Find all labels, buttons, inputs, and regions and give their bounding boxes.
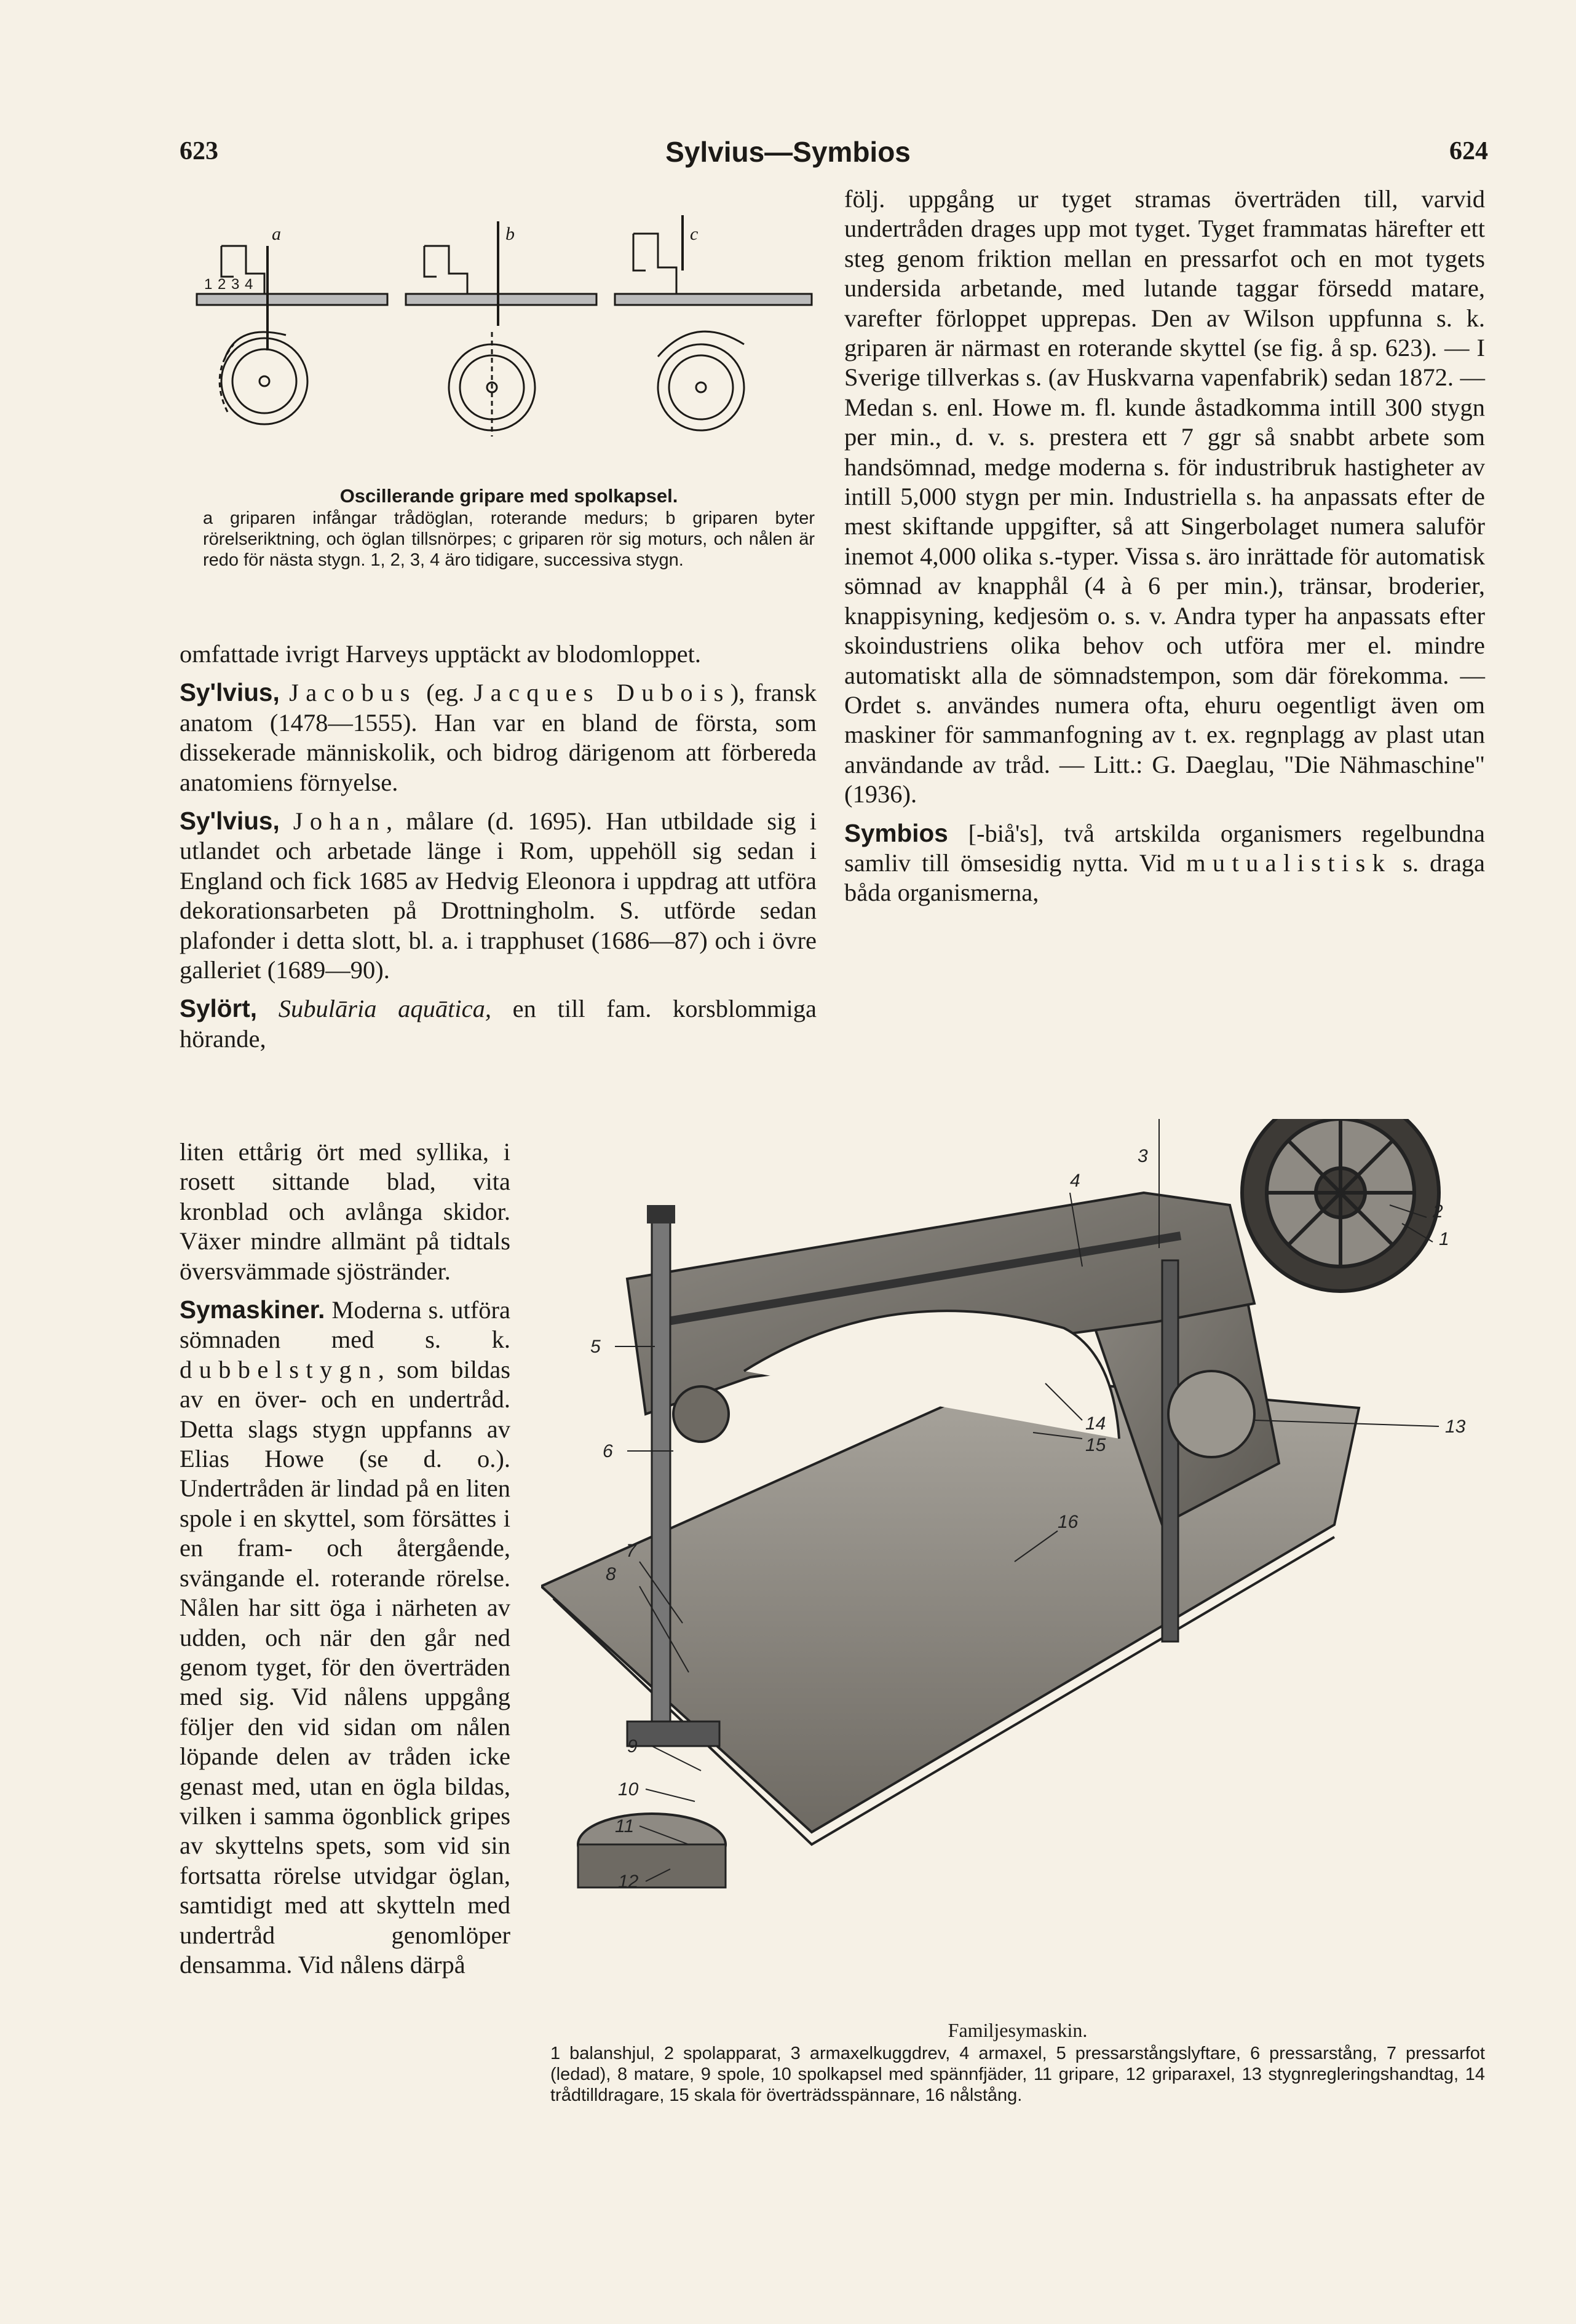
entry1-text: ), fransk anatom (1478—1555). Han var en bland de första, som dissekerade människolik, och bidrog därigenom att förbereda anatomiens förnyelse. xyxy=(180,679,817,796)
callout-10: 10 xyxy=(618,1779,639,1800)
fig1-stitch-4: 4 xyxy=(245,276,253,293)
headword: Sylört, xyxy=(180,994,258,1023)
left-column-narrow xyxy=(180,1137,510,1980)
oscillating-hook-diagram xyxy=(191,209,818,480)
entry4-text-a: Moderna s. utföra sömnaden med s. k. xyxy=(180,1296,511,1354)
callout-11: 11 xyxy=(615,1816,635,1836)
page-number-right: 624 xyxy=(1449,137,1488,165)
hook-panel-a xyxy=(197,246,387,424)
fig1-stitch-2: 2 xyxy=(218,276,226,293)
entry-sylort-lead xyxy=(180,994,817,1054)
entry4-text-b: , som bildas av en över- och en undertråd. Detta slags stygn uppfanns av Elias Howe (se d. o.). Undertråden är lindad på en liten spole i en skyttel, som försättes i en fram- och återgående, svängande el. roterande rörelse. Nålen har sitt öga i närheten av udden, och när den går ned genom tyget, för den överträden med sig. Vid nålens uppgång följer den vid sidan om nålen löpande delen av tråden icke genast med, utan en ögla bildas, vilken i samma ögonblick gripes av skyttelns spets, som vid sin fortsatta rörelse utvidgar öglan, samtidigt med att skytteln med undertråd genomlöper densamma. Vid nålens därpå xyxy=(180,1355,510,1978)
hook-panel-c xyxy=(615,215,812,430)
callout-9: 9 xyxy=(627,1736,638,1757)
figure1-caption xyxy=(203,486,815,571)
entry-sylort-cont: liten ettårig ört med syllika, i rosett sittande blad, vita kronblad och avlånga skidor. Växer mindre allmänt på tidtals översvämmade sjöstränder. xyxy=(180,1138,510,1285)
entry2-text: , målare (d. 1695). Han utbildade sig i utlandet och arbetade länge i Rom, uppehöll sig sedan i England och fick 1685 av Hedvig Eleonora i uppdrag att utföra dekorationsarbeten på Drottningholm. S. utförde sedan plafonder i detta slott, bl. a. i trapphuset (1686—87) och i övre galleriet (1689—90). xyxy=(180,807,817,984)
symbios-spaced: mutualistisk xyxy=(1186,848,1392,877)
entry2-name: Johan xyxy=(293,807,386,836)
right-cont-paragraph: följ. uppgång ur tyget stramas överträden till, varvid undertråden drages upp mot tyget. Tyget frammatas härefter ett steg genom friktion mellan en pressarfot och en mot tygets undersida arbetande, med lutande taggar försedd matare, varefter förloppet upprepas. Den av Wilson uppfunna s. k. griparen är närmast en roterande skyttel (se fig. å sp. 623). — I Sverige tillverkas s. (av Huskvarna vapenfabrik) sedan 1872. — Medan s. enl. Howe m. fl. kunde åstadkomma intill 300 stygn per min., d. v. s. prestera ett 7 ggr så snabbt arbete som handsömnad, medge moderna s. för industribruk hastigheter av intill 5,000 stygn per min. Industriella s. ha anpassats efter de mest skiftande uppgifter, så att Singerbolaget numera saluför inemot 4,000 olika s.-typer. Vissa s. äro inrättade för automatisk sömnad av knapphål (4 à 6 per min.), tränsar, broderier, knappisyning, kedjesöm o. s. v. Andra typer ha anpassats efter skoindustriens olika behov och utföra mer el. mindre automatiskt alla de sömnadstempon, som där förekomma. — Ordet s. användes numera ofta, ehuru oegentligt även om maskiner för sammanfogning av t. ex. regnplagg av plast utan användande av tråd. — Litt.: G. Daeglau, "Die Nähmaschine" (1936). xyxy=(844,185,1485,808)
page-number-left: 623 xyxy=(180,137,218,165)
figure1-caption-body: a griparen infångar trådöglan, roterande medurs; b griparen byter rörelseriktning, och öglan tillsnörpes; c griparen rör sig moturs, och nålen är redo för nästa stygn. 1, 2, 3, 4 äro tidigare, successiva stygn. xyxy=(203,508,815,570)
entry1-name: Jacobus xyxy=(289,679,417,707)
symbios-text-a: [-biå's], två artskilda organismers regelbundna samliv till ömsesidig nytta. Vid xyxy=(844,819,1485,877)
fig1-label-a: a xyxy=(272,224,281,244)
right-column xyxy=(844,184,1485,908)
callout-8: 8 xyxy=(606,1564,616,1584)
callout-2: 2 xyxy=(1433,1201,1443,1222)
cont-paragraph: omfattade ivrigt Harveys upptäckt av blodomloppet. xyxy=(180,640,702,668)
callout-4: 4 xyxy=(1070,1171,1080,1191)
callout-16: 16 xyxy=(1058,1512,1079,1532)
entry4-spaced: dubbelstygn xyxy=(180,1355,378,1383)
callout-12: 12 xyxy=(618,1871,639,1892)
fig1-stitch-3: 3 xyxy=(231,276,240,293)
running-head: Sylvius—Symbios xyxy=(665,136,911,168)
callout-3: 3 xyxy=(1138,1146,1148,1166)
entry-symbios xyxy=(844,818,1485,908)
headword: Symbios xyxy=(844,818,948,847)
callout-5: 5 xyxy=(590,1337,601,1357)
callout-15: 15 xyxy=(1085,1435,1106,1455)
entry-symaskiner xyxy=(180,1295,510,1980)
headword: Sy'lvius, xyxy=(180,807,280,836)
fig1-label-c: c xyxy=(690,224,699,244)
sewing-machine-illustration xyxy=(541,1119,1476,2017)
entry-sylvius-johan xyxy=(180,806,817,985)
figure2-caption-title: Familjesymaskin. xyxy=(948,2019,1088,2041)
callout-6: 6 xyxy=(603,1441,613,1461)
entry-sylvius-jacobus xyxy=(180,678,817,797)
figure2-caption xyxy=(550,2020,1485,2106)
callout-1: 1 xyxy=(1439,1229,1449,1249)
figure1-caption-title: Oscillerande gripare med spolkapsel. xyxy=(339,485,678,507)
entry1-pre: (eg. xyxy=(426,679,465,707)
entry3-text-wide: en till fam. korsblommiga hörande, xyxy=(180,995,817,1053)
callout-14: 14 xyxy=(1085,1413,1106,1434)
headword: Symaskiner. xyxy=(180,1295,325,1324)
balance-wheel xyxy=(1242,1119,1439,1291)
left-column-upper xyxy=(180,639,817,1054)
entry1-name2: Jacques Dubois xyxy=(473,679,731,707)
hook-panel-b xyxy=(406,221,596,437)
callout-13: 13 xyxy=(1445,1417,1466,1437)
figure2-caption-body: 1 balanshjul, 2 spolapparat, 3 armaxelkuggdrev, 4 armaxel, 5 pressarstångslyftare, 6 pressarstång, 7 pressarfot (ledad), 8 matare, 9 spole, 10 spolkapsel med spännfjäder, 11 gripare, 12 griparaxel, 13 stygnregleringshandtag, 14 trådtilldragare, 15 skala för överträdsspännare, 16 nålstång. xyxy=(550,2044,1485,2105)
callout-7: 7 xyxy=(626,1541,636,1561)
fig1-stitch-1: 1 xyxy=(204,276,213,293)
entry3-latin: Subulāria aquātica, xyxy=(278,995,491,1023)
headword: Sy'lvius, xyxy=(180,678,280,707)
symbios-text-b: s. draga båda organismerna, xyxy=(844,848,1486,907)
fig1-label-b: b xyxy=(505,224,515,244)
